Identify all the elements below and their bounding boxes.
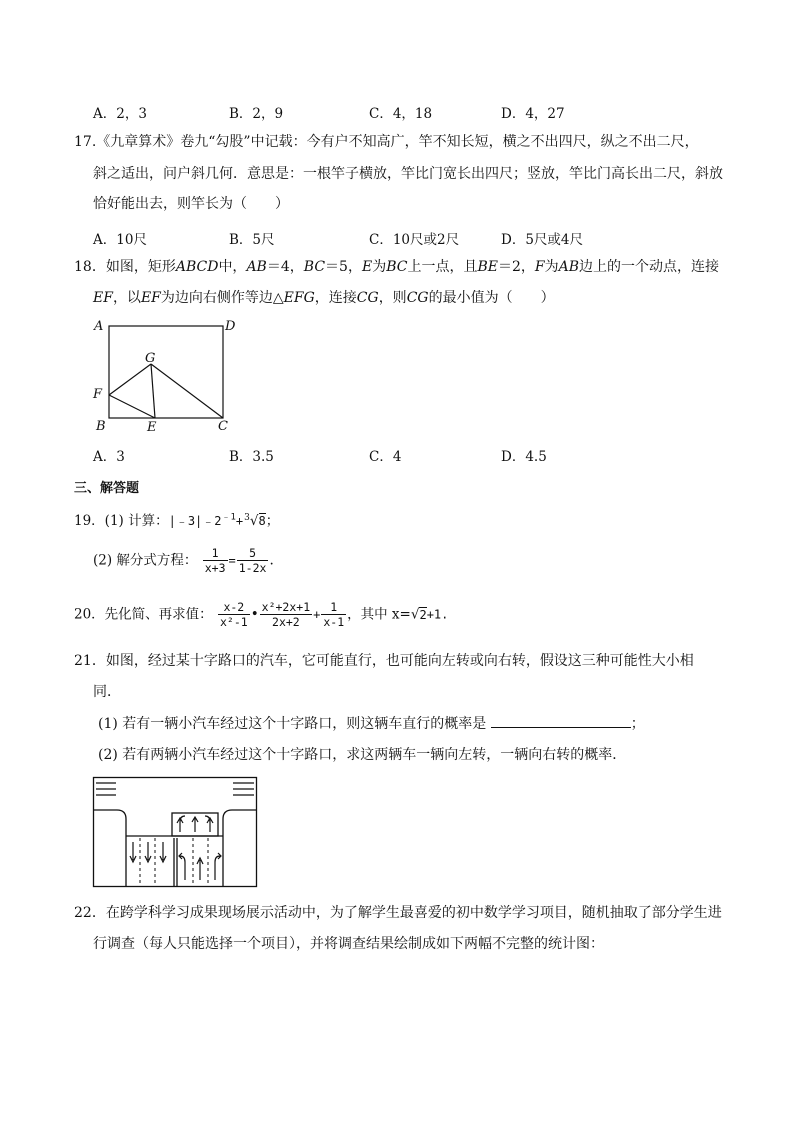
segment-gc bbox=[151, 364, 223, 418]
q18-text: ，则 bbox=[378, 290, 407, 306]
q18-text: 为 bbox=[372, 259, 387, 275]
crossroad-figure bbox=[92, 776, 258, 888]
q18-text: ，连接 bbox=[314, 290, 357, 306]
q18-text: 的最小值为（ ） bbox=[428, 290, 555, 306]
q21-sub-1-end: ； bbox=[630, 716, 645, 732]
fraction bbox=[321, 600, 346, 629]
q19-end: ； bbox=[265, 513, 280, 529]
q19-part-2 bbox=[93, 542, 274, 579]
cube-root-icon: √ bbox=[249, 513, 259, 529]
q18-text: 中， bbox=[218, 259, 247, 275]
q18-text: 上一点，且 bbox=[407, 259, 478, 275]
q18-var: BE bbox=[477, 259, 498, 275]
q18-text: ＝4， bbox=[266, 259, 304, 275]
numerator: x²+2x+1 bbox=[261, 600, 311, 614]
q21-sub-2: (2) 若有两辆小汽车经过这个十字路口，求这两辆车一辆向左转，一辆向右转的概率． bbox=[98, 747, 627, 763]
q18-text: 为边向右侧作等边△ bbox=[160, 290, 284, 306]
label-d: D bbox=[225, 319, 236, 334]
q21-line-1: 21．如图，经过某十字路口的汽车，它可能直行，也可能向左转或向右转，假设这三种可能性大小相 bbox=[74, 653, 694, 669]
q19-prefix: 19．(1) 计算： bbox=[74, 513, 169, 529]
q17-option-a: A．10尺 bbox=[93, 232, 147, 248]
road-corner-right bbox=[223, 810, 257, 886]
q21-sub-1-text: (1) 若有一辆小汽车经过这个十字路口，则这辆车直行的概率是 bbox=[98, 716, 487, 732]
q17-option-b: B．5尺 bbox=[229, 232, 275, 248]
q19-radicand: 8 bbox=[258, 514, 266, 528]
denominator: 1-2x bbox=[238, 561, 267, 575]
q21-line-2: 同． bbox=[93, 684, 121, 700]
q18-line-1 bbox=[74, 252, 719, 282]
q16-option-b: B．2，9 bbox=[229, 106, 284, 122]
q16-option-d: D．4，27 bbox=[501, 106, 565, 122]
answer-blank[interactable] bbox=[491, 713, 631, 728]
multiply-dot: • bbox=[250, 606, 259, 623]
q19-root-index: 3 bbox=[244, 512, 250, 523]
q22-line-2: 行调查（每人只能选择一个项目），并将调查结果绘制成如下两幅不完整的统计图： bbox=[93, 936, 604, 952]
q18-line-2 bbox=[93, 283, 555, 313]
q18-var: F bbox=[534, 259, 545, 275]
q19-prefix: (2) 解分式方程： bbox=[93, 552, 198, 569]
fraction bbox=[237, 546, 269, 575]
q18-var: CG bbox=[356, 290, 379, 306]
label-a: A bbox=[94, 319, 104, 334]
q22-line-1: 22．在跨学科学习成果现场展示活动中，为了解学生最喜爱的初中数学学习项目，随机抽取了部分学生进 bbox=[74, 905, 722, 921]
label-c: C bbox=[218, 419, 228, 434]
q18-text: ＝2， bbox=[497, 259, 535, 275]
q18-var: EFG bbox=[283, 290, 315, 306]
numerator: 1 bbox=[321, 600, 346, 615]
q20-prefix: 20．先化简、再求值： bbox=[74, 606, 213, 623]
q18-var: AB bbox=[246, 259, 267, 275]
numerator: 5 bbox=[237, 546, 269, 561]
q18-var: E bbox=[361, 259, 373, 275]
section-heading: 三、解答题 bbox=[74, 481, 140, 496]
q18-text: ＝5， bbox=[325, 259, 362, 275]
q18-var: EF bbox=[93, 290, 113, 306]
road-corner-left bbox=[94, 810, 127, 886]
denominator: x²-1 bbox=[219, 615, 248, 629]
q17-option-c: C．10尺或2尺 bbox=[369, 232, 460, 248]
label-g: G bbox=[145, 351, 156, 366]
q19-expression: |﹣3|﹣2 bbox=[168, 514, 222, 528]
q17-line-3: 恰好能出去，则竿长为（ ） bbox=[93, 196, 289, 212]
q18-text: 为 bbox=[544, 259, 559, 275]
q18-option-c: C．4 bbox=[369, 449, 402, 465]
q18-text: ，以 bbox=[112, 290, 141, 306]
label-f: F bbox=[93, 387, 103, 402]
q18-var: AB bbox=[558, 259, 580, 275]
q18-text: 边上的一个动点，连接 bbox=[579, 259, 720, 275]
q16-option-a: A．2，3 bbox=[93, 106, 147, 122]
segment-fe bbox=[109, 395, 155, 418]
sqrt-icon: √ bbox=[410, 606, 420, 623]
denominator: x+3 bbox=[204, 561, 226, 575]
q18-var: CG bbox=[406, 290, 429, 306]
q18-option-a: A．3 bbox=[93, 449, 125, 465]
q18-number: 18． bbox=[74, 259, 106, 275]
denominator: 2x+2 bbox=[272, 615, 300, 629]
q17-line-1: 17.《九章算术》卷九“勾股”中记载：今有户不知高广，竿不知长短，横之不出四尺，纵之不出二尺， bbox=[74, 134, 699, 150]
q20-tail-2: +1. bbox=[426, 607, 449, 622]
q17-option-d: D．5尺或4尺 bbox=[501, 232, 584, 248]
label-b: B bbox=[96, 419, 106, 434]
q19-end: . bbox=[269, 552, 274, 569]
q20 bbox=[74, 594, 448, 635]
segment-ge bbox=[151, 364, 155, 418]
numerator: x-2 bbox=[218, 600, 250, 615]
q17-line-2: 斜之适出，问户斜几何．意思是：一根竿子横放，竿比门宽长出四尺；竖放，竿比门高长出二尺，斜放 bbox=[93, 166, 723, 182]
q18-option-b: B．3.5 bbox=[229, 449, 274, 465]
q18-var: EF bbox=[140, 290, 161, 306]
q18-var: ABCD bbox=[175, 259, 219, 275]
denominator: x-1 bbox=[323, 615, 345, 629]
fraction bbox=[218, 600, 250, 629]
q19-plus: + bbox=[235, 514, 244, 528]
label-e: E bbox=[147, 420, 157, 435]
q18-text: 如图，矩形 bbox=[105, 259, 176, 275]
q18-var: BC bbox=[303, 259, 326, 275]
lane-arrow-icons bbox=[130, 816, 221, 880]
fraction bbox=[203, 546, 228, 575]
q16-option-c: C．4，18 bbox=[369, 106, 433, 122]
q19-exponent: ﹣1 bbox=[221, 512, 236, 523]
segment-fg bbox=[109, 364, 151, 395]
q20-radicand: 2 bbox=[419, 607, 427, 622]
figure-border bbox=[94, 778, 257, 887]
q18-option-d: D．4.5 bbox=[501, 449, 547, 465]
numerator: 1 bbox=[203, 546, 228, 561]
plus-sign: + bbox=[313, 607, 321, 622]
q20-tail: ，其中 x= bbox=[347, 606, 411, 623]
q18-rectangle-figure bbox=[88, 314, 248, 438]
q21-sub-1 bbox=[98, 709, 645, 739]
fraction bbox=[260, 600, 312, 629]
equals-sign: = bbox=[228, 553, 236, 568]
q19-part-1 bbox=[74, 509, 279, 529]
q18-var: BC bbox=[386, 259, 408, 275]
